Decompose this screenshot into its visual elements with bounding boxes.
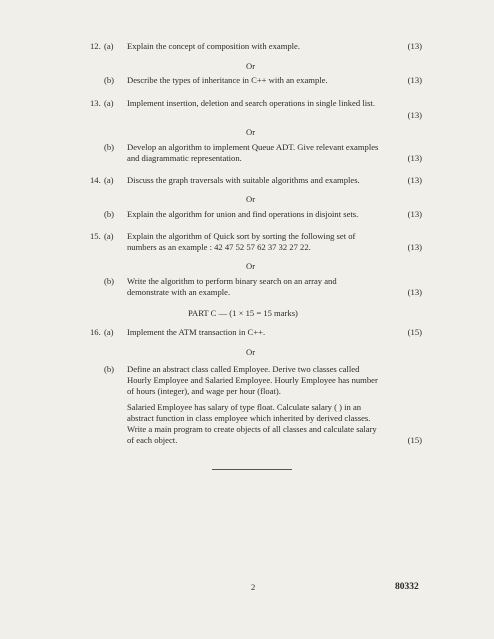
question-number: 14. <box>90 175 101 185</box>
marks: (13) <box>407 175 422 185</box>
question-text: Implement insertion, deletion and search operations in single linked list. <box>127 98 375 108</box>
question-text: abstract function in class employee which inherited by derived classes. <box>127 413 371 423</box>
question-text: numbers as an example : 42 47 52 57 62 37 32 27 22. <box>127 242 311 252</box>
marks: (13) <box>407 41 422 51</box>
marks: (13) <box>407 153 422 163</box>
question-text: Explain the concept of composition with example. <box>127 41 301 51</box>
marks: (15) <box>407 327 422 337</box>
part-label: (a) <box>104 175 114 185</box>
question-text: Hourly Employee and Salaried Employee. Hourly Employee has number <box>127 375 378 385</box>
part-label: (b) <box>104 364 115 374</box>
question-text: Develop an algorithm to implement Queue ADT. Give relevant examples <box>127 142 379 152</box>
part-label: (a) <box>104 41 114 51</box>
marks: (13) <box>407 287 422 297</box>
question-text: Implement the ATM transaction in C++. <box>127 327 266 337</box>
part-label: (b) <box>104 209 115 219</box>
part-label: (a) <box>104 231 114 241</box>
question-text: Explain the algorithm of Quick sort by sorting the following set of <box>127 231 356 241</box>
question-text: Define an abstract class called Employee. Derive two classes called <box>127 364 360 374</box>
question-number: 13. <box>90 98 101 108</box>
part-label: (b) <box>104 75 115 85</box>
part-label: (a) <box>104 98 114 108</box>
question-text: demonstrate with an example. <box>127 287 231 297</box>
question-number: 12. <box>90 41 101 51</box>
or-divider: Or <box>246 127 256 137</box>
question-text: Discuss the graph traversals with suitable algorithms and examples. <box>127 175 360 185</box>
marks: (13) <box>407 242 422 252</box>
or-divider: Or <box>246 194 256 204</box>
section-heading: PART C — (1 × 15 = 15 marks) <box>188 308 298 318</box>
question-text: Describe the types of inheritance in C++ with an example. <box>127 75 328 85</box>
page-number: 2 <box>251 582 256 592</box>
part-label: (b) <box>104 276 115 286</box>
marks: (13) <box>407 75 422 85</box>
or-divider: Or <box>246 61 256 71</box>
question-number: 16. <box>90 327 101 337</box>
question-text: Write the algorithm to perform binary search on an array and <box>127 276 337 286</box>
question-text: of each object. <box>127 435 178 445</box>
paper-code: 80332 <box>395 582 419 592</box>
question-text: Salaried Employee has salary of type float. Calculate salary ( ) in an <box>127 402 362 412</box>
end-rule <box>212 469 292 470</box>
marks: (13) <box>407 209 422 219</box>
question-text: Write a main program to create objects of all classes and calculate salary <box>127 424 377 434</box>
part-label: (a) <box>104 327 114 337</box>
question-text: Explain the algorithm for union and find operations in disjoint sets. <box>127 209 359 219</box>
or-divider: Or <box>246 347 256 357</box>
question-text: and diagrammatic representation. <box>127 153 242 163</box>
marks: (13) <box>407 110 422 120</box>
marks: (15) <box>407 435 422 445</box>
or-divider: Or <box>246 261 256 271</box>
question-text: of hours (integer), and wage per hour (float). <box>127 386 281 396</box>
question-number: 15. <box>90 231 101 241</box>
part-label: (b) <box>104 142 115 152</box>
